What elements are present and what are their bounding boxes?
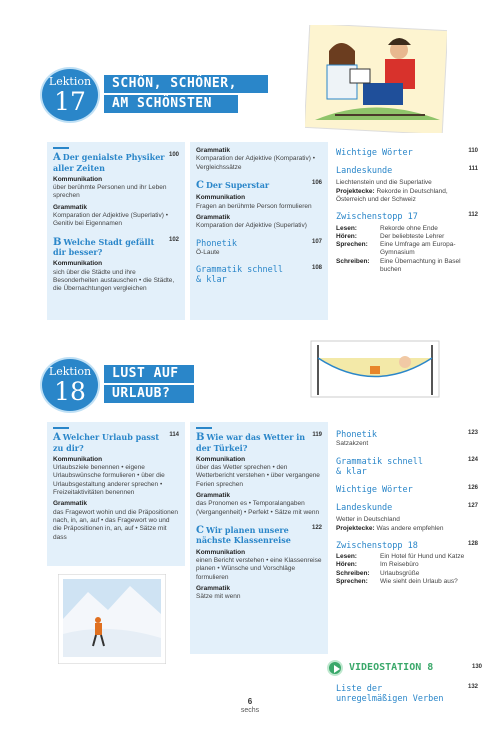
page-number: 100 — [168, 152, 179, 158]
illustration-hammock — [310, 340, 440, 398]
liste-unregelmaessige-verben[interactable]: Liste der unregelmäßigen Verben 132 — [336, 684, 478, 705]
page-number: 110 — [468, 148, 478, 154]
lektion-18-badge — [40, 357, 100, 413]
phonetik-18[interactable]: Phonetik 123 — [336, 430, 478, 440]
zwischenstopp-17-skills: Lesen: Rekorde ohne Ende Hören: Der beliebteste Lehrer Sprechen: Eine Umfrage am Europa-Gymnasium Schreiben: Eine Übernachtung in Basel buchen — [336, 224, 461, 274]
wichtige-woerter-18[interactable]: Wichtige Wörter 126 — [336, 484, 478, 495]
lektion-17-col-3: Wichtige Wörter 110 Landeskunde 111 Liechtenstein und die Superlative Projektecke: Rekorde in Deutschland, Österreich und der Schweiz Zwischenstopp 17 112 Lesen: Rekorde ohne Ende Hören: Der beliebteste Lehrer Sprechen: Eine Umfrage am Europa-Gymnasium Schreiben: Eine Übernachtung in Basel buchen — [336, 148, 478, 274]
page-number: 126 — [467, 484, 478, 491]
landeskunde-17[interactable]: Landeskunde 111 — [336, 166, 478, 177]
lektion-17-title-line2: AM SCHÖNSTEN — [104, 95, 238, 113]
page-number: 119 — [312, 432, 322, 438]
play-icon — [327, 660, 343, 676]
page-number: 102 — [168, 236, 179, 243]
lektion-18-title-line1: LUST AUF — [104, 365, 194, 383]
page-number: 106 — [311, 179, 322, 186]
lektion-18-col-3: Phonetik 123 Satzakzent Grammatik schnell & klar 124 Wichtige Wörter 126 Landeskunde 127 Wetter in Deutschland Projektecke: Was andere empfehlen Zwischenstopp 18 128 Lesen: Ein Hotel für Hund und Katze Hören: Im Reisebüro Schreiben: Urlaubsgrüße Sprechen: Wie sieht dein Urlaub aus? — [336, 430, 478, 585]
photo-snow-hiker — [58, 574, 166, 664]
page-footer — [0, 697, 500, 716]
page-number: 130 — [471, 664, 482, 671]
section-18a[interactable]: A Welcher Urlaub passt zu dir? 114 — [53, 432, 179, 453]
page-number: 108 — [311, 265, 322, 272]
grammatik-schnell-17[interactable]: Grammatik schnell & klar 108 — [196, 265, 322, 286]
lektion-17-banner — [40, 67, 280, 123]
lektion-17-col-2: Grammatik Komparation der Adjektive (Komparativ) • Vergleichssätze C Der Superstar 106 Kommunikation Fragen an berühmte Person formulieren Grammatik Komparation der Adjektive (Superlativ) Phonetik 107 Ö-Laute Grammatik schnell & klar 108 — [190, 142, 328, 320]
page-number-footer: 6 — [247, 697, 253, 706]
page-number-word: sechs — [240, 707, 260, 715]
lektion-17-badge — [40, 67, 100, 123]
lektion-17-title-line1: SCHÖN, SCHÖNER, — [104, 75, 268, 93]
zwischenstopp-17[interactable]: Zwischenstopp 17 112 — [336, 212, 478, 223]
videostation-8[interactable]: VIDEOSTATION 8 130 — [327, 660, 482, 676]
page-number: 128 — [467, 540, 478, 547]
illustration-couple-reading — [305, 25, 447, 133]
zwischenstopp-18-skills: Lesen: Ein Hotel für Hund und Katze Hören: Im Reisebüro Schreiben: Urlaubsgrüße Sprechen: Wie sieht dein Urlaub aus? — [336, 553, 465, 585]
page-number: 111 — [468, 166, 478, 173]
lektion-18-title-line2: URLAUB? — [104, 385, 194, 403]
lektion-label: Lektion — [48, 365, 92, 378]
wichtige-woerter-17[interactable]: Wichtige Wörter 110 — [336, 148, 478, 158]
page-number: 132 — [467, 684, 478, 690]
lektion-18-banner — [40, 357, 260, 413]
page-number: 127 — [467, 503, 478, 510]
landeskunde-18[interactable]: Landeskunde 127 — [336, 503, 478, 514]
zwischenstopp-18[interactable]: Zwischenstopp 18 128 — [336, 540, 478, 551]
page-number: 107 — [311, 238, 322, 245]
lektion-18-col-2: B Wie war das Wetter in der Türkei? 119 Kommunikation über das Wetter sprechen • den Wetterbericht verstehen • über vergangene Ferien sprechen Grammatik das Pronomen es • Temporalangaben (Vergangenheit) • Perfekt • Sätze mit wenn C Wir planen unsere nächste Klassenreise 122 Kommunikation einen Bericht verstehen • eine Klassenreise planen • Wünsche und Vorschläge formulieren Grammatik Sätze mit wenn — [190, 422, 328, 654]
phonetik-17[interactable]: Phonetik 107 — [196, 238, 322, 249]
section-18c[interactable]: C Wir planen unsere nächste Klassenreise 122 — [196, 524, 322, 546]
lektion-number: 17 — [54, 87, 86, 117]
page-number: 114 — [169, 432, 179, 438]
lektion-17-col-1: A Der genialste Physiker aller Zeiten 100 Kommunikation über berühmte Personen und ihr Leben sprechen Grammatik Komparation der Adjektive (Superlativ) • Genitiv bei Eigennamen B Welche Stadt gefällt dir besser? 102 Kommunikation sich über die Städte und ihre Besonderheiten austauschen • die Städte, die Übernachtungen vergleichen — [47, 142, 185, 320]
section-17a[interactable]: A Der genialste Physiker aller Zeiten 100 — [53, 152, 179, 173]
lektion-number: 18 — [54, 377, 86, 407]
grammatik-schnell-18[interactable]: Grammatik schnell & klar 124 — [336, 456, 478, 477]
page-number: 112 — [468, 212, 478, 219]
page-number: 122 — [311, 524, 322, 531]
lektion-label: Lektion — [48, 75, 92, 88]
lektion-18-col-1: A Welcher Urlaub passt zu dir? 114 Kommunikation Urlaubsziele benennen • eigene Urlaubswünsche formulieren • über die Urlaubsgestaltung anderer sprechen • Freizeitaktivitäten benennen Grammatik das Fragewort wohin und die Präpositionen nach, in, an, auf • das Fragewort wo und die Präpositionen in, an, auf • Sätze mit dass — [47, 422, 185, 566]
section-18b[interactable]: B Wie war das Wetter in der Türkei? 119 — [196, 432, 322, 453]
section-17c[interactable]: C Der Superstar 106 — [196, 179, 322, 191]
page-number: 124 — [467, 456, 478, 463]
page-number: 123 — [467, 430, 478, 436]
section-17b[interactable]: B Welche Stadt gefällt dir besser? 102 — [53, 236, 179, 258]
